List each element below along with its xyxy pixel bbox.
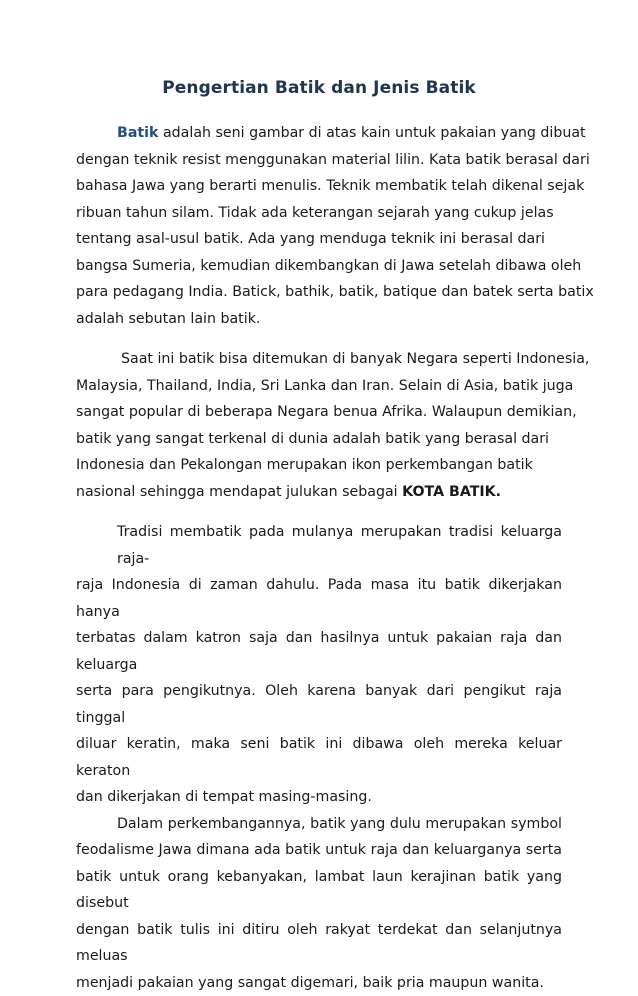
paragraph-line: raja Indonesia di zaman dahulu. Pada masa itu batik dikerjakan hanya [76, 572, 562, 625]
paragraph-line: bangsa Sumeria, kemudian dikembangkan di Jawa setelah dibawa oleh [76, 253, 562, 280]
paragraph-line: terbatas dalam katron saja dan hasilnya untuk pakaian raja dan keluarga [76, 625, 562, 678]
paragraph-line: dengan batik tulis ini ditiru oleh rakyat terdekat dan selanjutnya meluas [76, 917, 562, 970]
document-page [76, 78, 562, 996]
paragraph-line [76, 120, 562, 147]
paragraph-line: Tradisi membatik pada mulanya merupakan tradisi keluarga raja- [76, 519, 562, 572]
paragraph-line [76, 479, 562, 506]
paragraph-gap [76, 505, 562, 519]
paragraph-3 [76, 519, 562, 811]
paragraph-line: feodalisme Jawa dimana ada batik untuk raja dan keluarganya serta [76, 837, 562, 864]
batik-link[interactable]: Batik [117, 125, 158, 141]
paragraph-1 [76, 120, 562, 332]
paragraph-line: dan dikerjakan di tempat masing-masing. [76, 784, 562, 811]
paragraph-line: adalah sebutan lain batik. [76, 306, 562, 333]
kota-batik-emphasis: KOTA BATIK. [402, 484, 501, 500]
paragraph-line: batik untuk orang kebanyakan, lambat laun kerajinan batik yang disebut [76, 864, 562, 917]
paragraph-text: nasional sehingga mendapat julukan sebagai [76, 484, 402, 500]
paragraph-line: bahasa Jawa yang berarti menulis. Teknik membatik telah dikenal sejak [76, 173, 562, 200]
paragraph-line: Dalam perkembangannya, batik yang dulu merupakan symbol [76, 811, 562, 838]
paragraph-2 [76, 346, 562, 505]
paragraph-line: menjadi pakaian yang sangat digemari, baik pria maupun wanita. [76, 970, 562, 996]
paragraph-4 [76, 811, 562, 996]
paragraph-gap [76, 332, 562, 346]
paragraph-line: Indonesia dan Pekalongan merupakan ikon perkembangan batik [76, 452, 562, 479]
paragraph-line: serta para pengikutnya. Oleh karena banyak dari pengikut raja tinggal [76, 678, 562, 731]
paragraph-line: diluar keratin, maka seni batik ini dibawa oleh mereka keluar keraton [76, 731, 562, 784]
paragraph-text: adalah seni gambar di atas kain untuk pakaian yang dibuat [158, 125, 585, 141]
paragraph-line: tentang asal-usul batik. Ada yang menduga teknik ini berasal dari [76, 226, 562, 253]
paragraph-line: batik yang sangat terkenal di dunia adalah batik yang berasal dari [76, 426, 562, 453]
paragraph-line: sangat popular di beberapa Negara benua Afrika. Walaupun demikian, [76, 399, 562, 426]
paragraph-line: para pedagang India. Batick, bathik, batik, batique dan batek serta batix [76, 279, 562, 306]
paragraph-line: Saat ini batik bisa ditemukan di banyak Negara seperti Indonesia, [76, 346, 562, 373]
paragraph-line: Malaysia, Thailand, India, Sri Lanka dan Iran. Selain di Asia, batik juga [76, 373, 562, 400]
document-title: Pengertian Batik dan Jenis Batik [76, 78, 562, 98]
paragraph-line: ribuan tahun silam. Tidak ada keterangan sejarah yang cukup jelas [76, 200, 562, 227]
paragraph-line: dengan teknik resist menggunakan material lilin. Kata batik berasal dari [76, 147, 562, 174]
